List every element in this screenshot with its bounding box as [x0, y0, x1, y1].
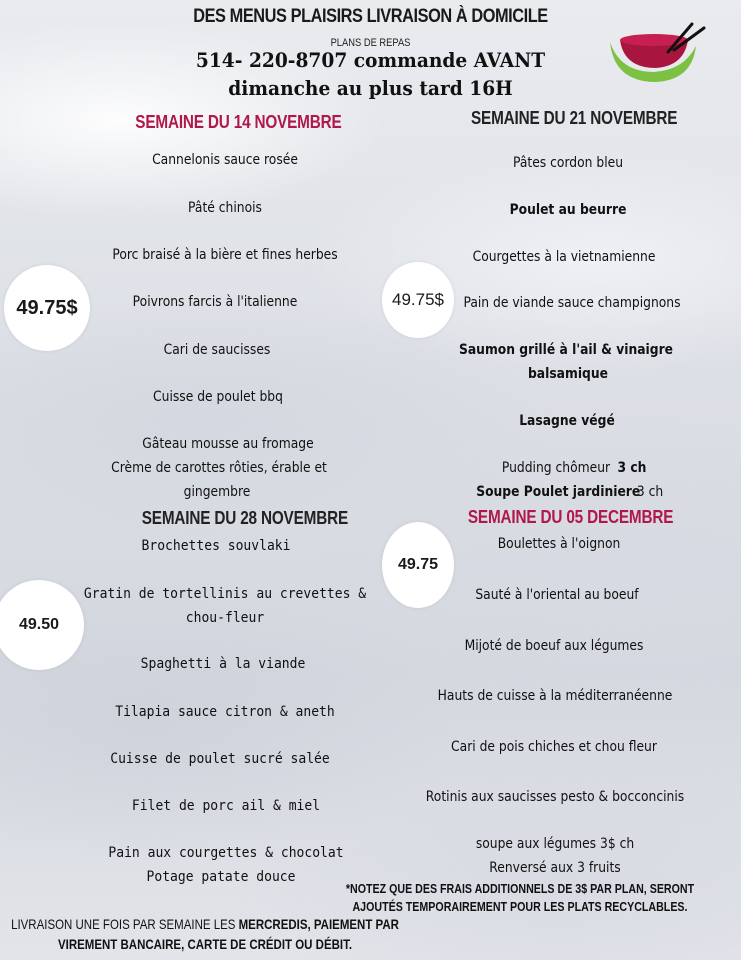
menu-item: Poivrons farcis à l'italienne [132, 294, 298, 310]
page-subtitle: PLANS DE REPAS [330, 37, 411, 49]
menu-item: Cari de saucisses [163, 342, 271, 358]
menu-item: Filet de porc ail & miel [131, 798, 321, 814]
menu-item: gingembre [183, 484, 251, 500]
menu-item: Cari de pois chiches et chou fleur [451, 739, 657, 755]
menu-item: Tilapia sauce citron & aneth [115, 704, 335, 720]
menu-item: Poulet au beurre [509, 202, 627, 218]
menu-item: Porc braisé à la bière et fines herbes [112, 247, 338, 263]
menu-item: balsamique [527, 366, 608, 382]
page-title: DES MENUS PLAISIRS LIVRAISON À DOMICILE [193, 6, 548, 27]
menu-item: Potage patate douce [146, 869, 296, 885]
menu-item: Saumon grillé à l'ail & vinaigre [458, 342, 674, 358]
menu-item: Crème de carottes rôties, érable et [111, 460, 327, 476]
week-2-price-badge: 49.75$ [382, 262, 454, 338]
menu-item: Pain de viande sauce champignons [463, 295, 681, 311]
menu-item: Hauts de cuisse à la méditerranéenne [437, 688, 673, 704]
deadline-line: dimanche au plus tard 16H [228, 76, 513, 100]
notice-line-2: AJOUTÉS TEMPORAIREMENT POUR LES PLATS RECYCLABLES. [352, 899, 688, 914]
menu-item-portion: 3 ch [617, 460, 647, 476]
menu-item: Cuisse de poulet bbq [153, 389, 283, 405]
phone-line: 514- 220-8707 commande AVANT [195, 48, 546, 72]
footer-line-2: VIREMENT BANCAIRE, CARTE DE CRÉDIT OU DÉBIT. [57, 936, 353, 952]
notice-line-1: *NOTEZ QUE DES FRAIS ADDITIONNELS DE 3$ PAR PLAN, SERONT [345, 881, 695, 896]
menu-item: Boulettes à l'oignon [497, 536, 621, 552]
bowl-chopsticks-icon [604, 20, 708, 90]
menu-item: soupe aux légumes 3$ ch [475, 836, 635, 852]
week-4-title: SEMAINE DU 05 DECEMBRE [467, 507, 674, 527]
menu-item: Soupe Poulet jardiniere [476, 484, 641, 500]
week-4-price-badge: 49.75 [382, 522, 454, 608]
menu-item: Lasagne végé [519, 413, 615, 429]
menu-item: Spaghetti à la viande [140, 656, 306, 672]
menu-item: Courgettes à la vietnamienne [472, 249, 656, 265]
menu-item: Sauté à l'oriental au boeuf [475, 587, 639, 603]
menu-item: Mijoté de boeuf aux légumes [464, 638, 644, 654]
menu-item: chou-fleur [185, 610, 265, 626]
menu-item: Pudding chômeur [501, 460, 611, 476]
menu-item: Pâtes cordon bleu [512, 155, 624, 171]
footer-line-1: LIVRAISON UNE FOIS PAR SEMAINE LES MERCREDIS, PAIEMENT PAR [11, 916, 399, 932]
logo [604, 20, 708, 90]
menu-item: Renversé aux 3 fruits [489, 860, 621, 876]
week-3-title: SEMAINE DU 28 NOVEMBRE [141, 508, 349, 528]
menu-item: Brochettes souvlaki [141, 538, 291, 554]
week-1-title: SEMAINE DU 14 NOVEMBRE [135, 112, 342, 132]
menu-item: Rotinis aux saucisses pesto & bocconcinis [425, 789, 685, 805]
menu-item: Cuisse de poulet sucré salée [110, 751, 330, 767]
week-1-price-badge: 49.75$ [4, 265, 90, 351]
week-2-title: SEMAINE DU 21 NOVEMBRE [471, 108, 678, 128]
week-3-price-badge: 49.50 [0, 580, 84, 670]
menu-item-portion: 3 ch [636, 484, 664, 500]
menu-item: Gâteau mousse au fromage [142, 436, 314, 452]
menu-item: Pâté chinois [188, 200, 262, 216]
menu-item: Gratin de tortellinis au crevettes & [83, 586, 367, 602]
menu-item: Pain aux courgettes & chocolat [108, 845, 344, 861]
menu-item: Cannelonis sauce rosée [152, 152, 298, 168]
